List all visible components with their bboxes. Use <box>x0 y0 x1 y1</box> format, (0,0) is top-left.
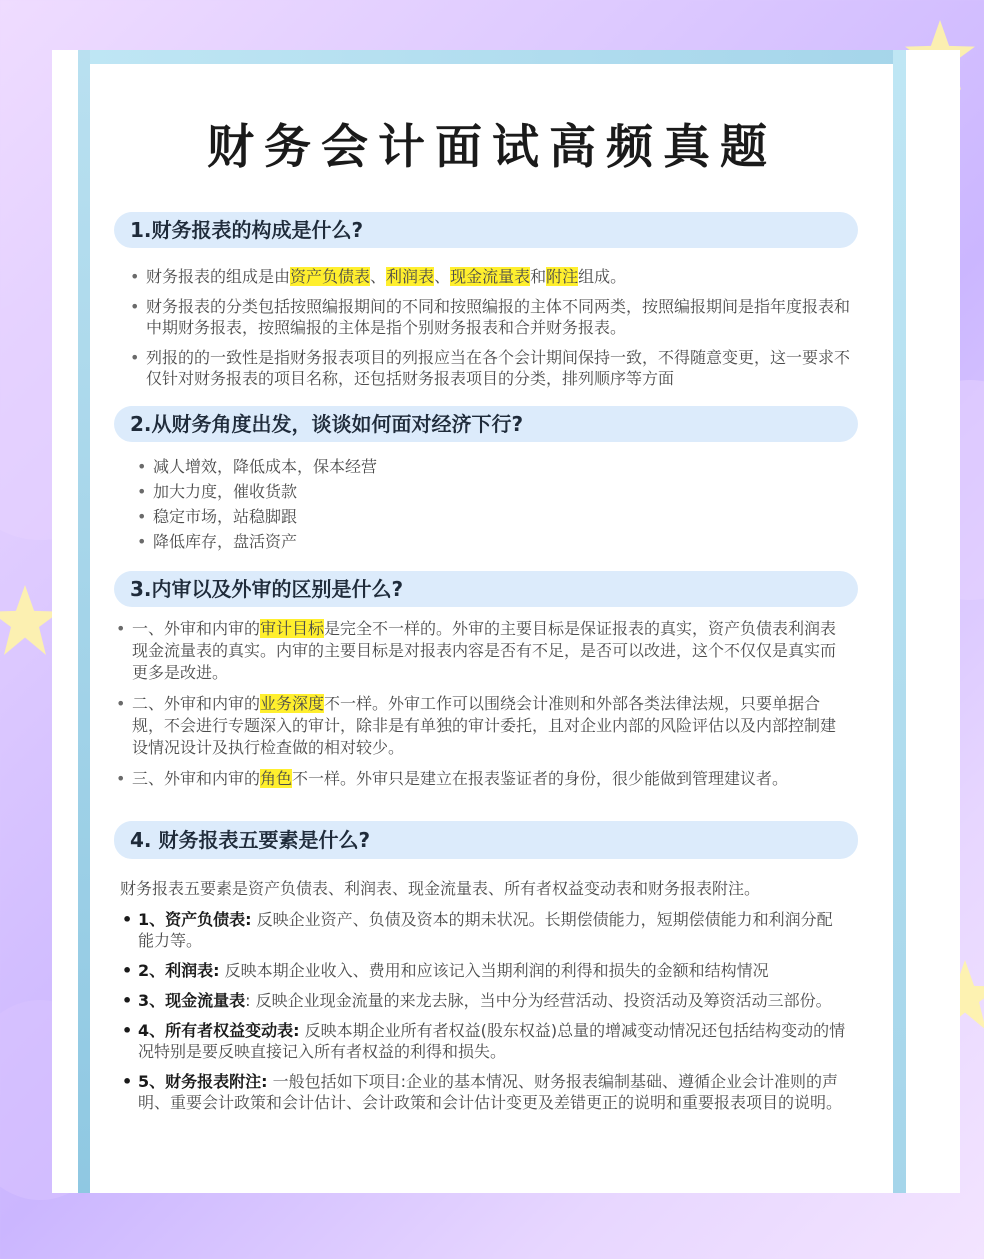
highlighted-term: 现金流量表 <box>450 267 531 286</box>
item-text: 是完全不一样的。外审的主要目标是保证报表的真实，资产负债表利润表现金流量表的真实。内审的主要目标是对报表内容是否有不足，是否可以改进，这个不仅仅是真实而更多是改进。 <box>132 619 837 682</box>
list-item <box>126 296 856 338</box>
section-1-list <box>126 266 856 398</box>
bold-term: 1、资产负债表: <box>138 910 252 929</box>
highlighted-term: 业务深度 <box>260 694 325 713</box>
highlighted-term: 利润表 <box>386 267 435 286</box>
item-text: 、 <box>370 267 387 286</box>
card-frame-top-border <box>78 50 906 64</box>
list-item <box>112 693 844 759</box>
bold-term: 4、所有者权益变动表: <box>138 1021 300 1040</box>
item-text: 降低库存，盘活资产 <box>153 532 298 551</box>
section-4-intro: 财务报表五要素是资产负债表、利润表、现金流量表、所有者权益变动表和财务报表附注。 <box>120 879 761 898</box>
bold-term: 5、财务报表附注: <box>138 1072 268 1091</box>
page-title: 财务会计面试高频真题 <box>207 120 777 175</box>
item-text: 稳定市场，站稳脚跟 <box>153 507 298 526</box>
item-text: 反映企业资产、负债及资本的期未状况。长期偿债能力，短期偿债能力和利润分配能力等。 <box>138 910 833 950</box>
highlighted-term: 附注 <box>546 267 579 286</box>
item-text: 财务报表的组成是由 <box>146 267 291 286</box>
list-item <box>133 531 853 552</box>
list-item <box>133 481 853 502</box>
item-text: 加大力度，催收货款 <box>153 482 298 501</box>
card-frame-left-border <box>78 50 90 1193</box>
item-text: : 反映企业现金流量的来龙去脉，当中分为经营活动、投资活动及筹资活动三部份。 <box>245 991 832 1010</box>
item-text: 不一样。外审工作可以围绕会计准则和外部各类法律法规，只要单据合规，不会进行专题深入的审计，除非是有单独的审计委托，且对企业内部的风险评估以及内部控制建设情况设计及执行检查做的相对较少。 <box>132 694 837 757</box>
bold-term: 2、利润表: <box>138 961 220 980</box>
list-item <box>126 266 856 287</box>
list-item <box>133 456 853 477</box>
list-item <box>126 347 856 389</box>
list-item <box>133 506 853 527</box>
section-1-heading: 1.财务报表的构成是什么? <box>114 212 858 248</box>
section-2-heading: 2.从财务角度出发，谈谈如何面对经济下行? <box>114 406 858 442</box>
section-3-list <box>112 618 844 799</box>
item-text: 二、外审和内审的 <box>132 694 261 713</box>
card-frame-right-border <box>893 50 906 1193</box>
highlighted-term: 资产负债表 <box>290 267 371 286</box>
list-item <box>112 768 844 790</box>
list-item <box>112 618 844 684</box>
item-text: 三、外审和内审的 <box>132 769 261 788</box>
item-text: 、 <box>434 267 451 286</box>
item-text: 不一样。外审只是建立在报表鉴证者的身份，很少能做到管理建议者。 <box>292 769 789 788</box>
item-text: 组成。 <box>578 267 627 286</box>
item-text: 减人增效，降低成本，保本经营 <box>153 457 378 476</box>
item-text: 财务报表的分类包括按照编报期间的不同和按照编报的主体不同两类，按照编报期间是指年度报表和中期财务报表，按照编报的主体是指个别财务报表和合并财务报表。 <box>146 297 851 337</box>
list-item <box>118 960 846 981</box>
star-decoration-icon <box>0 585 60 655</box>
section-2-list <box>133 456 853 556</box>
list-item <box>118 1071 846 1113</box>
item-text: 反映本期企业收入、费用和应该记入当期利润的利得和损失的金额和结构情况 <box>219 961 769 980</box>
item-text: 反映本期企业所有者权益(股东权益)总量的增减变动情况还包括结构变动的情况特别是要反映直接记入所有者权益的利得和损失。 <box>138 1021 846 1061</box>
highlighted-term: 角色 <box>260 769 293 788</box>
item-text: 和 <box>530 267 547 286</box>
list-item <box>118 990 846 1011</box>
section-4-heading: 4. 财务报表五要素是什么? <box>114 821 858 859</box>
highlighted-term: 审计目标 <box>260 619 325 638</box>
section-3-heading: 3.内审以及外审的区别是什么? <box>114 571 858 607</box>
item-text: 一、外审和内审的 <box>132 619 261 638</box>
section-4-list <box>118 909 846 1122</box>
list-item <box>118 909 846 951</box>
list-item <box>118 1020 846 1062</box>
bold-term: 3、现金流量表 <box>138 991 246 1010</box>
item-text: 列报的的一致性是指财务报表项目的列报应当在各个会计期间保持一致，不得随意变更，这一要求不仅针对财务报表的项目名称，还包括财务报表项目的分类，排列顺序等方面 <box>146 348 851 388</box>
item-text: 一般包括如下项目:企业的基本情况、财务报表编制基础、遵循企业会计准则的声明、重要会计政策和会计估计、会计政策和会计估计变更及差错更正的说明和重要报表项目的说明。 <box>138 1072 843 1112</box>
